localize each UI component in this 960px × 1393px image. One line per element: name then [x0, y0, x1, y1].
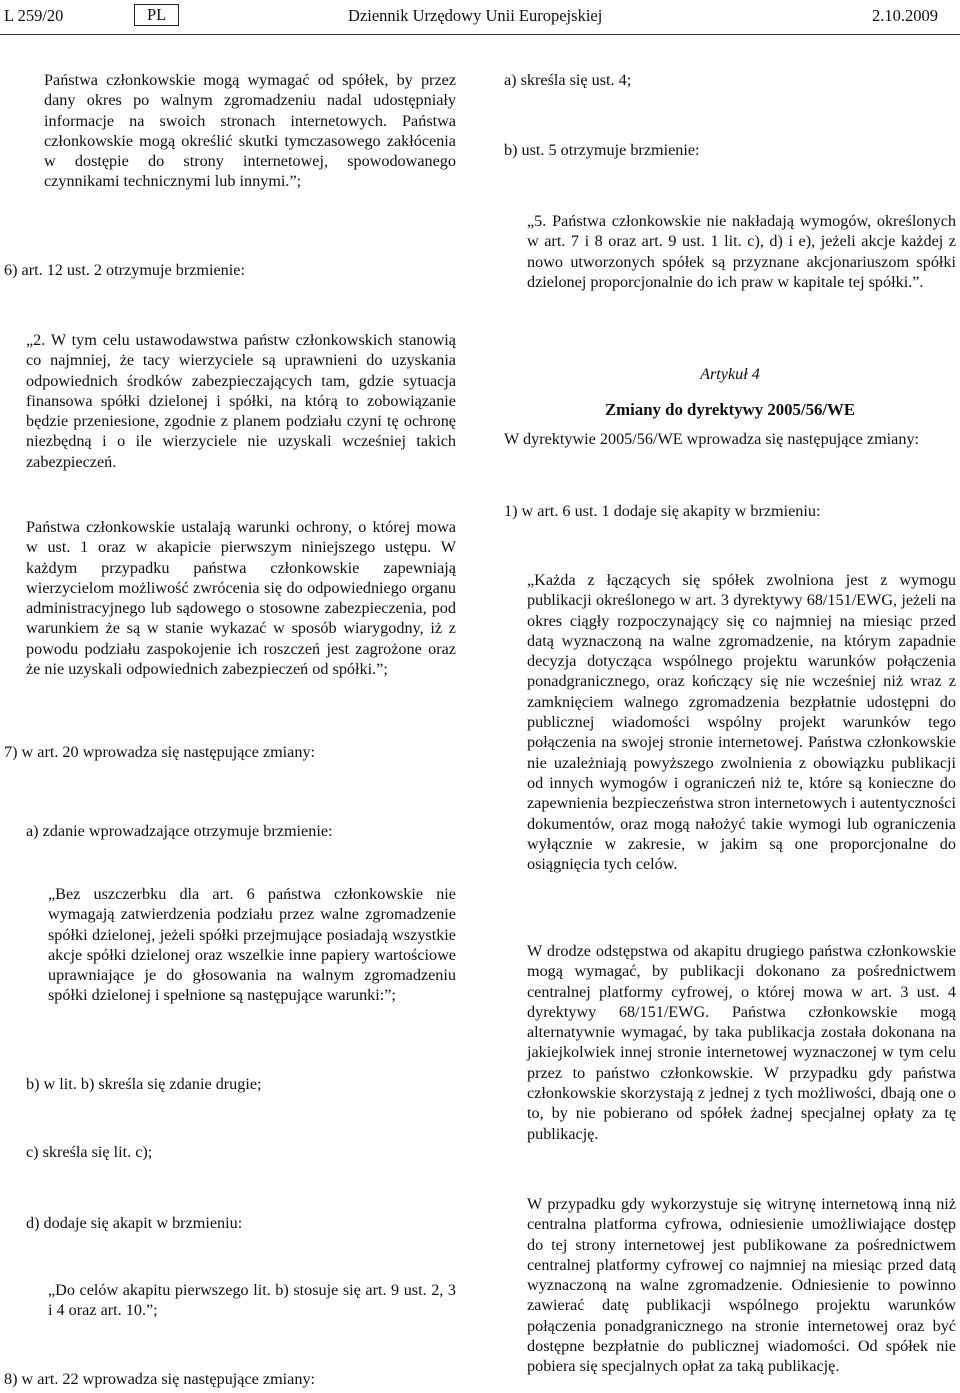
item-8: 8) w art. 22 wprowadza się następujące zmiany: [4, 1370, 316, 1388]
quote-para-2: „2. W tym celu ustawodawstwa państw członkowskich stanowią co najmniej, że tacy wierzyciele są uprawnieni do uzyskania odpowiednich środków zabezpieczających tam, gdzie sytuacja finansowa spółki dzielonej i spółki, na którą to zobowiązanie będzie przeniesione, zgodnie z planem podziału czyni tę ochronę niezbędną i o ile wierzyciele nie uzyskali wcześniej takich zabezpieczeń. [26, 331, 456, 471]
item-6: 6) art. 12 ust. 2 otrzymuje brzmienie: [4, 261, 245, 279]
header-rule [0, 34, 960, 35]
quote-para-central-platform: W drodze odstępstwa od akapitu drugiego państwa członkowskie mogą wymagać, by publikacji dokonano za pośrednictwem centralnej platformy cyfrowej, o której mowa w art. 3 ust. 4 dyrektywy 68/151/EWG. Państwa członkowskie mogą alternatywnie wymagać, by taka publikacja została dokonana na jakiejkolwiek innej stronie internetowej wyznaczonej w tym celu przez to państwo członkowskie. W przypadku gdy państwa członkowskie skorzystają z jednej z tych możliwości, dbają one o to, by nie pobierano od spółek żadnej specjalnej opłaty za tę publikację. [527, 942, 956, 1143]
item-1: 1) w art. 6 ust. 1 dodaje się akapity w brzmieniu: [504, 502, 821, 520]
page-reference: L 259/20 [4, 6, 64, 25]
quote-para-publication-exemption: „Każda z łączących się spółek zwolniona jest z wymogu publikacji określonego w art. 3 dyrektywy 68/151/EWG, jeżeli na okres ciągły rozpoczynający się co najmniej na miesiąc przed datą wyznaczoną na walne zgromadzenie, na którym zapadnie decyzja dotycząca wspólnego projektu warunków połączenia ponadgranicznego, oraz kończący się nie wcześniej niż wraz z zamknięciem walnego zgromadzenia bezpłatnie udostępni do publicznej wiadomości wspólny projekt warunków tego połączenia na swojej stronie internetowej. Państwa członkowskie nie uzależniają powyższego zwolnienia z obowiązku publikacji od innych wymogów i ograniczeń niż te, które są konieczne do zapewnienia bezpieczeństwa stron internetowych i autentyczności dokumentów, oraz mogą nałożyć takie wymogi lub ograniczenia wyłącznie w zakresie, w jakim są one proporcjonalne do osiągnięcia tych celów. [527, 571, 956, 874]
quote-7a: „Bez uszczerbku dla art. 6 państwa członkowskie nie wymagają zatwierdzenia podziału przez walne zgromadzenie spółki dzielonej, jeżeli spółki przejmujące posiadają wszystkie akcje spółki dzielonej oraz wszelkie inne papiery wartościowe uprawniające je do głosowania na walnym zgromadzeniu spółki dzielonej i spełnione są następujące warunki:”; [48, 885, 456, 1005]
language-badge: PL [134, 4, 179, 26]
paragraph-web-info: Państwa członkowskie mogą wymagać od spółek, by przez dany okres po walnym zgromadzeniu nadal udostępniały informacje na swoich stronach internetowych. Państwa członkowskie mogą określić skutki tymczasowego zakłócenia w dostępie do strony internetowej, spowodowanego czynnikami technicznymi lub innymi.”; [44, 71, 456, 191]
quote-para-5: „5. Państwa członkowskie nie nakładają wymogów, określonych w art. 7 i 8 oraz art. 9 ust. 1 lit. c), d) i e), jeżeli akcje każdej z nowo utworzonych spółek są przyznane akcjonariuszom spółki dzielonej proporcjonalnie do ich praw w kapitale tej spółki.”. [527, 212, 956, 291]
article-intro: W dyrektywie 2005/56/WE wprowadza się następujące zmiany: [504, 430, 920, 448]
quote-para-other-website: W przypadku gdy wykorzystuje się witrynę internetową inną niż centralna platforma cyfrowa, odniesienie umożliwiające dostęp do tej strony internetowej jest publikowane za pośrednictwem centralnej platformy cyfrowej co najmniej na miesiąc przed datą wyznaczoną na walne zgromadzenie. Odniesienie to powinno zawierać datę publikacji wspólnego projektu warunków połączenia ponadgranicznego na stronie internetowej oraz być dostępne bezpłatnie do publicznej wiadomości. Od spółek nie pobiera się specjalnych opłat za taką publikację. [527, 1195, 956, 1376]
item-7c: c) skreśla się lit. c); [26, 1143, 153, 1161]
quote-7d: „Do celów akapitu pierwszego lit. b) stosuje się art. 9 ust. 2, 3 i 4 oraz art. 10.”; [48, 1281, 456, 1320]
item-a: a) skreśla się ust. 4; [504, 71, 632, 89]
item-7: 7) w art. 20 wprowadza się następujące zmiany: [4, 743, 316, 761]
item-7d: d) dodaje się akapit w brzmieniu: [26, 1214, 243, 1232]
journal-title: Dziennik Urzędowy Unii Europejskiej [348, 6, 603, 25]
item-7b: b) w lit. b) skreśla się zdanie drugie; [26, 1075, 262, 1093]
item-b: b) ust. 5 otrzymuje brzmienie: [504, 141, 700, 159]
article-number: Artykuł 4 [700, 365, 760, 383]
paragraph-creditor-protection: Państwa członkowskie ustalają warunki ochrony, o której mowa w ust. 1 oraz w akapicie pierwszym niniejszego ustępu. W każdym przypadku państwa członkowskie zapewniają wierzycielom możliwość zwrócenia się do odpowiedniego organu administracyjnego lub sądowego o stosowne zabezpieczenia, pod warunkiem że są w stanie wykazać w sposób wiarygodny, iż z powodu podziału zaspokojenie ich roszczeń jest zagrożone oraz że nie uzyskali odpowiednich zabezpieczeń od spółki.”; [26, 518, 456, 679]
publication-date: 2.10.2009 [872, 6, 938, 25]
article-title: Zmiany do dyrektywy 2005/56/WE [604, 400, 856, 419]
item-7a: a) zdanie wprowadzające otrzymuje brzmienie: [26, 822, 333, 840]
